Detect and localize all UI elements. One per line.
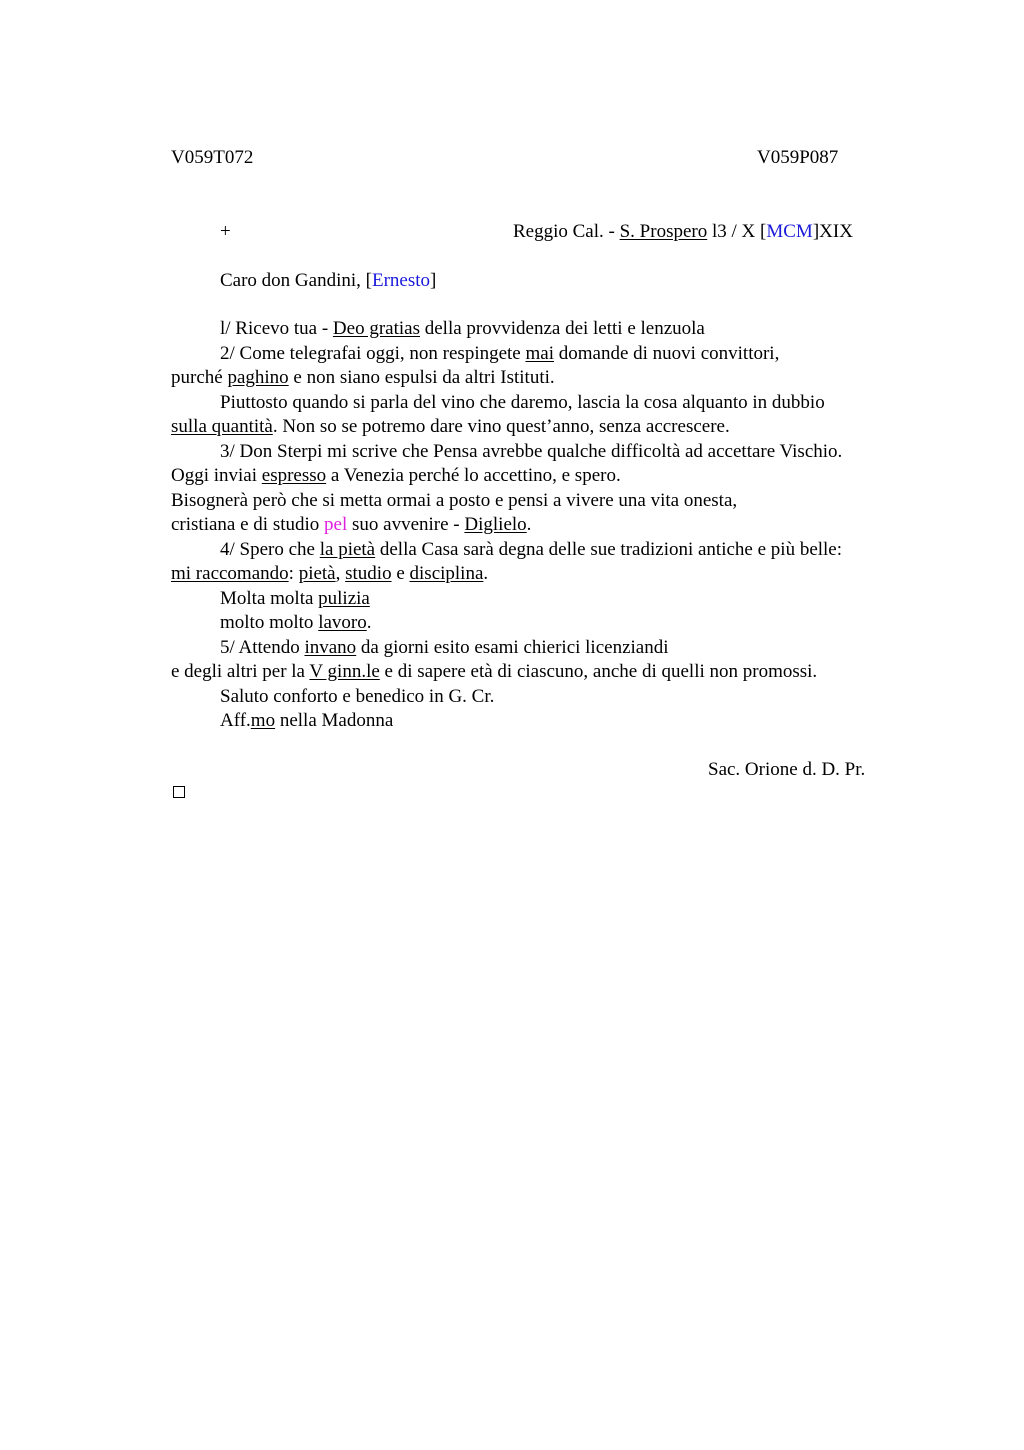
body-line: Piuttosto quando si parla del vino che daremo, lascia la cosa alquanto in dubbio — [220, 392, 825, 413]
body-line: l/ Ricevo tua - Deo gratias della provvidenza dei letti e lenzuola — [220, 318, 705, 339]
body-line: Oggi inviai espresso a Venezia perché lo accettino, e spero. — [171, 465, 621, 486]
body-line: purché paghino e non siano espulsi da altri Istituti. — [171, 367, 555, 388]
dateline: Reggio Cal. - S. Prospero l3 / X [MCM]XIX — [513, 221, 853, 242]
body-line: Bisognerà però che si metta ormai a posto e pensi a vivere una vita onesta, — [171, 490, 738, 511]
body-line: e degli altri per la V ginn.le e di sapere età di ciascuno, anche di quelli non promossi. — [171, 661, 818, 682]
end-mark-square-icon — [173, 786, 185, 798]
document-code-right: V059P087 — [757, 147, 839, 168]
body-line: 4/ Spero che la pietà della Casa sarà degna delle sue tradizioni antiche e più belle: — [220, 539, 843, 560]
body-line: 5/ Attendo invano da giorni esito esami chierici licenziandi — [220, 637, 669, 658]
body-line: sulla quantità. Non so se potremo dare vino quest’anno, senza accrescere. — [171, 416, 730, 437]
editorial-insertion: MCM — [766, 221, 813, 242]
body-line: 2/ Come telegrafai oggi, non respingete mai domande di nuovi convittori, — [220, 343, 780, 364]
editorial-insertion: Ernesto — [371, 270, 431, 291]
document-code-left: V059T072 — [171, 147, 254, 168]
signature: Sac. Orione d. D. Pr. — [708, 759, 866, 780]
body-line: mi raccomando: pietà, studio e disciplina. — [171, 563, 489, 584]
body-line: cristiana e di studio pel suo avvenire - Diglielo. — [171, 514, 532, 535]
highlighted-word: pel — [324, 514, 348, 535]
place-underlined: S. Prospero — [619, 221, 708, 242]
body-line: Molta molta pulizia — [220, 588, 370, 609]
body-line: 3/ Don Sterpi mi scrive che Pensa avrebbe qualche difficoltà ad accettare Vischio. — [220, 441, 843, 462]
salutation: Caro don Gandini, [Ernesto] — [220, 270, 437, 291]
body-line: molto molto lavoro. — [220, 612, 372, 633]
body-line: Aff.mo nella Madonna — [220, 710, 394, 731]
body-line: Saluto conforto e benedico in G. Cr. — [220, 686, 495, 707]
cross-mark: + — [220, 221, 231, 242]
